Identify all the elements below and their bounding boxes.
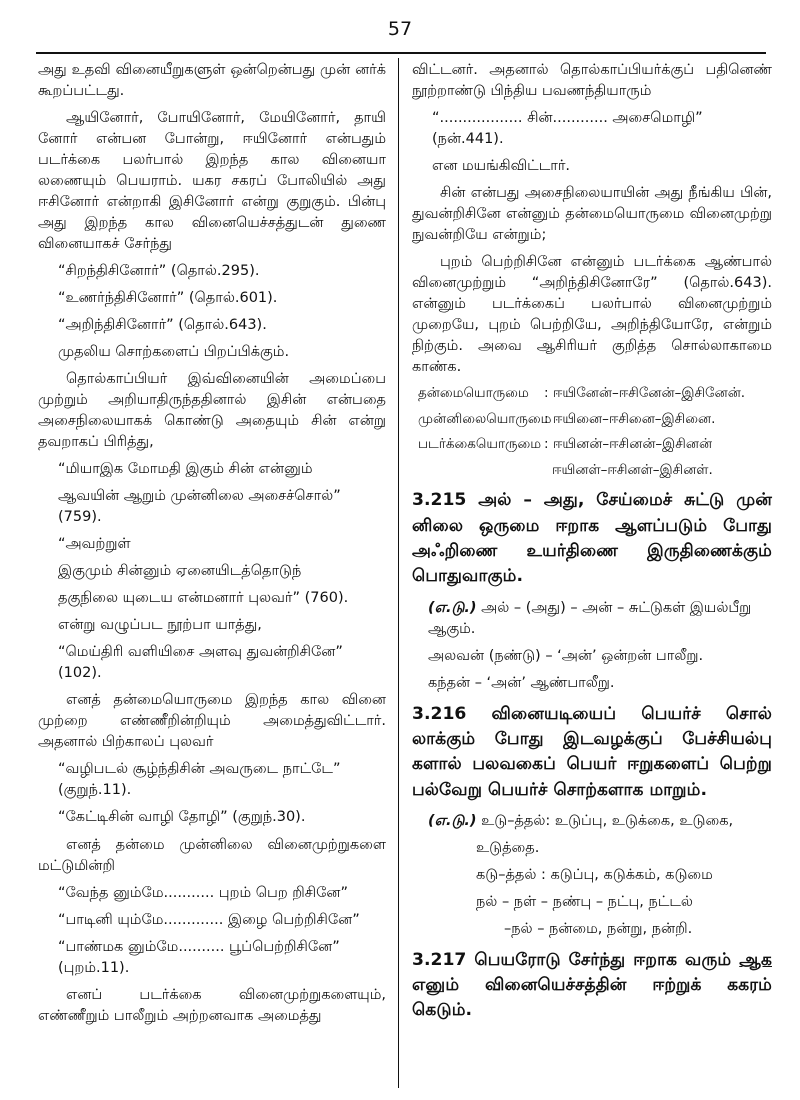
- rule-3-217: [412, 948, 772, 1024]
- left-para-2: ஆயினோர், போயினோர், மேயினோர், தாயி னோர் என்பன போன்று, ஈயினோர் என்பதும் படர்க்கை பலர்பால் இறந்த கால வினையா லணையும் பெயராம். யகர சகரப் போலியில் அது ஈசினோர் என்றாகி இசினோர் என்று குறுகும். பின்பு அது இறந்த கால வினையெச்சத்துடன் துணை வினையாகச் சேர்ந்து: [38, 110, 386, 253]
- left-para-7: எனத் தன்மை முன்னிலை வினைமுற்றுகளை மட்டுமின்றி: [38, 836, 386, 874]
- example-5: கடு–த்தல் : கடுப்பு, கடுக்கம், கடுமை: [476, 866, 713, 883]
- right-para-1: விட்டனர். அதனால் தொல்காப்பியர்க்குப் பதினெண் நூற்றாண்டு பிந்திய பவணந்தியாரும்: [412, 62, 772, 100]
- example-4: [412, 811, 772, 832]
- table-row: [412, 435, 772, 455]
- example-1: [412, 598, 772, 640]
- rule-3-217-rest: எனும் வினையெச்சத்தின் ஈற்றுக் ககரம் கெடும்.: [412, 975, 772, 1021]
- page-number: 57: [387, 18, 413, 40]
- table-value: : ஈயினேன்–ஈசினேன்–இசினேன்.: [544, 385, 746, 402]
- right-para-3: சின் என்பது அசைநிலையாயின் அது நீங்கிய பின், துவன்றிசினே என்னும் தன்மையொருமை வினைமுற்று நுவன்றியே என்றும்;: [412, 185, 772, 244]
- rule-3-215: 3.215 அல் – அது, சேய்மைச் சுட்டு முன் னிலை ஒருமை ஈறாக ஆளப்படும் போது அஃறிணை உயர்திணை இருதிணைக்கும் பொதுவாகும்.: [412, 490, 772, 587]
- rule-3-217-aaga: ஆக: [739, 949, 772, 970]
- left-quote-4b: ஆவயின் ஆறும் முன்னிலை அசைச்சொல்” (759).: [58, 488, 341, 526]
- left-quote-2: “உணர்ந்திசினோர்” (தொல்.601).: [58, 290, 278, 307]
- left-para-1: அது உதவி வினையீறுகளுள் ஒன்றென்பது முன் னர்க் கூறப்பட்டது.: [38, 62, 386, 100]
- left-quote-5c: தகுநிலை யுடைய என்மனார் புலவர்” (760).: [58, 590, 349, 607]
- table-value: : ஈயினை–ஈசினை–இசினை.: [544, 410, 716, 427]
- left-para-4: தொல்காப்பியர் இவ்வினையின் அமைப்பை முற்றும் அறியாதிருந்ததினால் இசின் என்பதை அசைநிலையாகக் கொண்டு அதையும் சின் என்று தவறாகப் பிரித்து,: [38, 371, 386, 451]
- left-quote-9: “வேந்த னும்மே........... புறம் பெற றிசினே”: [58, 884, 348, 901]
- right-quote-1: “.................. சின்............ அசைமொழி” (நன்.441).: [432, 110, 703, 148]
- example-label: (எ.டு.): [428, 599, 477, 616]
- right-column: [412, 60, 772, 1032]
- left-quote-8: “கேட்டிசின் வாழி தோழி” (குறுந்.30).: [58, 809, 306, 826]
- example-7: –நல் – நன்மை, நன்று, நன்றி.: [504, 920, 693, 937]
- left-quote-3: “அறிந்திசினோர்” (தொல்.643).: [58, 317, 267, 334]
- table-label: முன்னிலையொருமை: [418, 410, 552, 427]
- left-column: [38, 60, 386, 1033]
- table-row: [412, 410, 772, 430]
- left-para-6: எனத் தன்மையொருமை இறந்த கால வினை முற்றை எண்ணீறின்றியும் அமைத்துவிட்டார். அதனால் பிற்காலப் புலவர்: [38, 692, 386, 751]
- table-label: படர்க்கையொருமை: [418, 436, 542, 453]
- example-3: கந்தன் – ‘அன்’ ஆண்பாலீறு.: [428, 674, 615, 691]
- table-label: [412, 461, 544, 481]
- left-para-8: எனப் படர்க்கை வினைமுற்றுகளையும், எண்ணீறும் பாலீறும் அற்றனவாக அமைத்து: [38, 986, 386, 1024]
- left-para-5: என்று வழுப்பட நூற்பா யாத்து,: [58, 617, 262, 634]
- table-row: [412, 384, 772, 404]
- left-quote-4a: “மியாஇக மோமதி இகும் சின் என்னும்: [58, 461, 313, 478]
- example-1-text: அல் – (அது) – அன் – சுட்டுகள் இயல்பீறு ஆகும்.: [428, 599, 752, 637]
- person-table: [412, 384, 772, 480]
- left-quote-11: “பாண்மக னும்மே.......... பூப்பெற்றிசினே” (புறம்.11).: [58, 938, 340, 976]
- right-para-4: புறம் பெற்றிசினே என்னும் படர்க்கை ஆண்பால் வினைமுற்றும் “அறிந்திசினோரே” (தொல்.643). என்னும் படர்க்கைப் பலர்பால் வினைமுற்றும் முறையே, புறம் பெற்றியே, அறிந்தியோரே, என்றும் நிற்கும். அவை ஆசிரியர் குறித்த சொல்லாகாமை காண்க.: [412, 254, 772, 376]
- left-quote-7: “வழிபடல் சூழ்ந்திசின் அவருடை நாட்டே” (குறுந்.11).: [58, 761, 341, 799]
- example-2: அலவன் (நண்டு) – ‘அன்’ ஒன்றன் பாலீறு.: [428, 647, 704, 664]
- left-quote-1: “சிறந்திசினோர்” (தொல்.295).: [58, 263, 260, 280]
- left-quote-10: “பாடினி யும்மே............. இழை பெற்றிசினே”: [58, 911, 360, 928]
- top-rule: [36, 52, 766, 54]
- table-value: ஈயினள்–ஈசினள்–இசினள்.: [552, 461, 713, 478]
- table-value: : ஈயினன்–ஈசினன்–இசினன்: [544, 436, 713, 453]
- left-quote-6: “மெய்திரி வளியிசை அளவு துவன்றிசினே” (102).: [58, 644, 343, 682]
- rule-3-216: 3.216 வினையடியைப் பெயர்ச் சொல் லாக்கும் போது இடவழக்குப் பேச்சியல்பு களால் பலவகைப் பெயர் ஈறுகளைப் பெற்று பல்வேறு பெயர்ச் சொற்களாக மாறும்.: [412, 703, 772, 800]
- example-4-text: உடு–த்தல்: உடுப்பு, உடுக்கை, உடுகை,: [481, 812, 734, 829]
- left-quote-5b: இகுமும் சின்னும் ஏனையிடத்தொடுந்: [58, 563, 302, 580]
- left-quote-5a: “அவற்றுள்: [58, 536, 131, 553]
- example-6: நல் – நள் – நண்பு – நட்பு, நட்டல்: [476, 893, 693, 910]
- example-label: (எ.டு.): [428, 812, 477, 829]
- table-label: தன்மையொருமை: [418, 385, 529, 402]
- right-para-2: என மயங்கிவிட்டார்.: [432, 158, 571, 175]
- left-para-3: முதலிய சொற்களைப் பிறப்பிக்கும்.: [58, 344, 290, 361]
- table-row: [412, 461, 772, 481]
- example-4-cont: உடுத்தை.: [476, 839, 540, 856]
- column-divider: [398, 58, 399, 1088]
- rule-3-217-head: 3.217 பெயரோடு சேர்ந்து ஈறாக வரும்: [412, 949, 732, 970]
